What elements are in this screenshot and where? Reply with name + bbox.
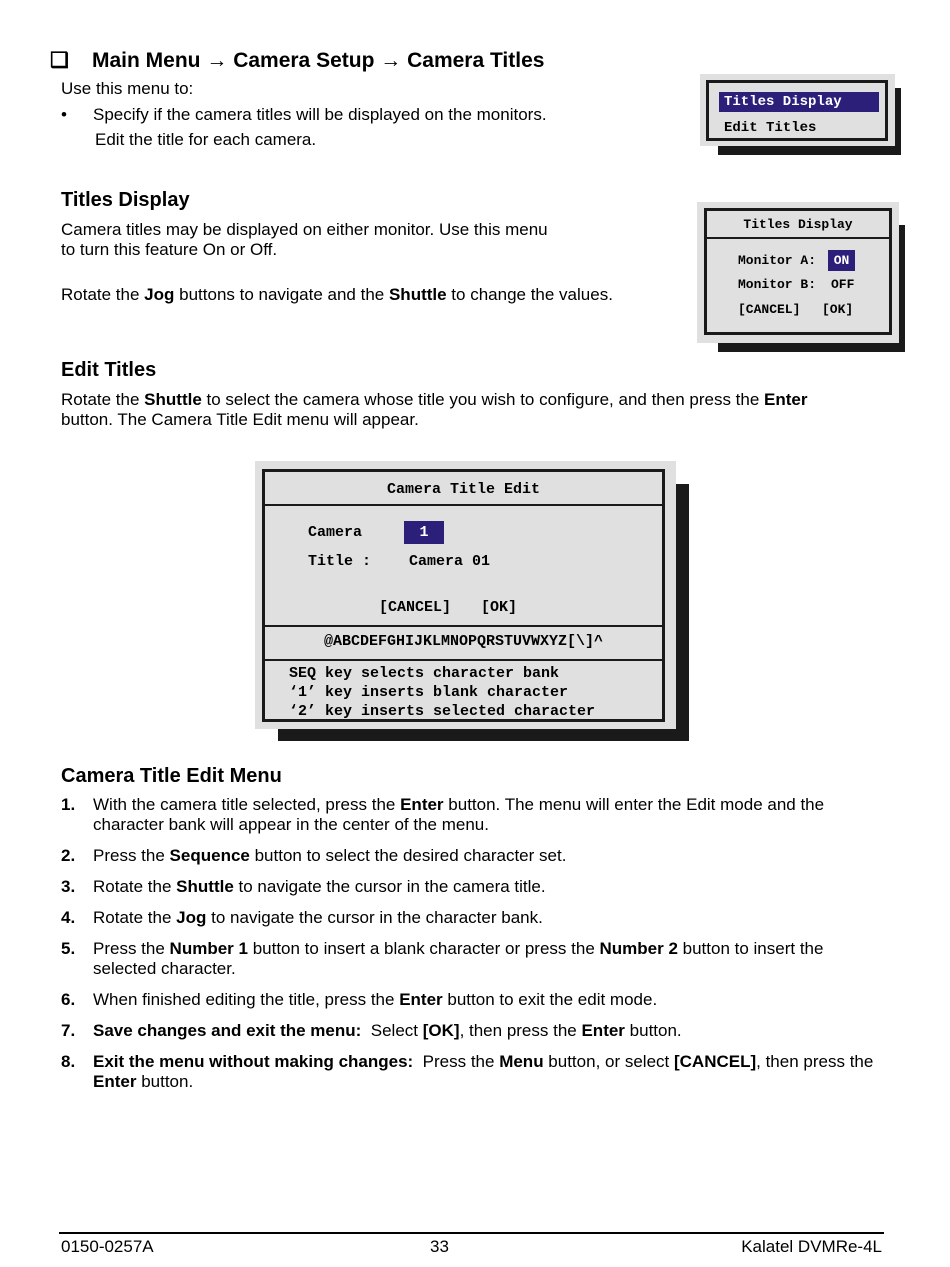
- help-line-key1: ‘1’ key inserts blank character: [289, 684, 569, 701]
- camera-number-field[interactable]: 1: [404, 521, 444, 544]
- menu-item-edit-titles[interactable]: Edit Titles: [724, 120, 817, 136]
- help-line-seq: SEQ key selects character bank: [289, 665, 560, 682]
- titles-display-heading: Titles Display: [61, 189, 190, 211]
- heading-part-camera-titles: Camera Titles: [407, 49, 545, 72]
- page-heading: [50, 48, 544, 73]
- cancel-button[interactable]: [CANCEL]: [379, 599, 452, 616]
- titles-display-para2: Rotate the Jog buttons to navigate and the Shuttle to change the values.: [61, 285, 613, 304]
- titles-display-para1-line2: to turn this feature On or Off.: [61, 240, 278, 259]
- heading-part-main-menu: Main Menu: [92, 49, 201, 72]
- monitor-a-label: Monitor A:: [738, 253, 817, 268]
- cte-menu-heading: Camera Title Edit Menu: [61, 765, 282, 787]
- intro-line-2: Edit the title for each camera.: [95, 130, 317, 149]
- cancel-button[interactable]: [CANCEL]: [738, 302, 801, 317]
- camera-title-edit-title: Camera Title Edit: [386, 481, 541, 498]
- character-bank[interactable]: @ABCDEFGHIJKLMNOPQRSTUVWXYZ[\]^: [323, 633, 604, 650]
- list-item: 3. Rotate the Shuttle to navigate the cursor in the camera title.: [61, 877, 546, 896]
- footer-divider: [59, 1232, 884, 1234]
- camera-label: Camera: [308, 524, 363, 541]
- ok-button[interactable]: [OK]: [822, 302, 854, 317]
- list-item: 6. When finished editing the title, press the Enter button to exit the edit mode.: [61, 990, 658, 1009]
- list-item: 5. Press the Number 1 button to insert a blank character or press the Number 2 button to insert the selected character.: [61, 939, 824, 978]
- list-item: 7. Save changes and exit the menu: Select [OK], then press the Enter button.: [61, 1021, 682, 1040]
- titles-display-menu-title: Titles Display: [743, 217, 853, 232]
- intro-use-text: Use this menu to:: [61, 79, 194, 98]
- monitor-b-label: Monitor B:: [738, 277, 817, 292]
- monitor-a-value[interactable]: ON: [828, 250, 855, 271]
- footer-doc-number: 0150-0257A: [61, 1237, 154, 1256]
- checkbox-icon: ❑: [50, 49, 69, 72]
- list-item: 4. Rotate the Jog to navigate the cursor in the character bank.: [61, 908, 543, 927]
- title-value[interactable]: Camera 01: [409, 553, 491, 570]
- title-label: Title :: [308, 553, 372, 570]
- menu-item-titles-display[interactable]: Titles Display: [719, 92, 879, 112]
- edit-titles-para: Rotate the Shuttle to select the camera whose title you wish to configure, and then press the Enter button. The Camera Title Edit menu will appear.: [61, 390, 808, 429]
- list-item: 8. Exit the menu without making changes: Press the Menu button, or select [CANCEL], then press the Enter button.: [61, 1052, 874, 1091]
- arrow-icon: →: [206, 49, 228, 72]
- ok-button[interactable]: [OK]: [481, 599, 518, 616]
- list-item: 2. Press the Sequence button to select the desired character set.: [61, 846, 567, 865]
- arrow-icon: →: [380, 49, 402, 72]
- intro-line-1: Specify if the camera titles will be displayed on the monitors.: [93, 105, 547, 124]
- edit-titles-heading: Edit Titles: [61, 359, 157, 381]
- footer-page-number: 33: [430, 1237, 449, 1256]
- help-line-key2: ‘2’ key inserts selected character: [289, 703, 596, 720]
- bullet-icon: •: [61, 105, 67, 124]
- list-item: 1. With the camera title selected, press the Enter button. The menu will enter the Edit mode and the character bank will appear in the center of the menu.: [61, 795, 825, 834]
- titles-display-para1-line1: Camera titles may be displayed on either monitor. Use this menu: [61, 220, 548, 239]
- monitor-b-value[interactable]: OFF: [831, 277, 855, 292]
- steps-list: [61, 795, 876, 1103]
- footer-product-name: Kalatel DVMRe-4L: [741, 1237, 882, 1256]
- heading-part-camera-setup: Camera Setup: [233, 49, 375, 72]
